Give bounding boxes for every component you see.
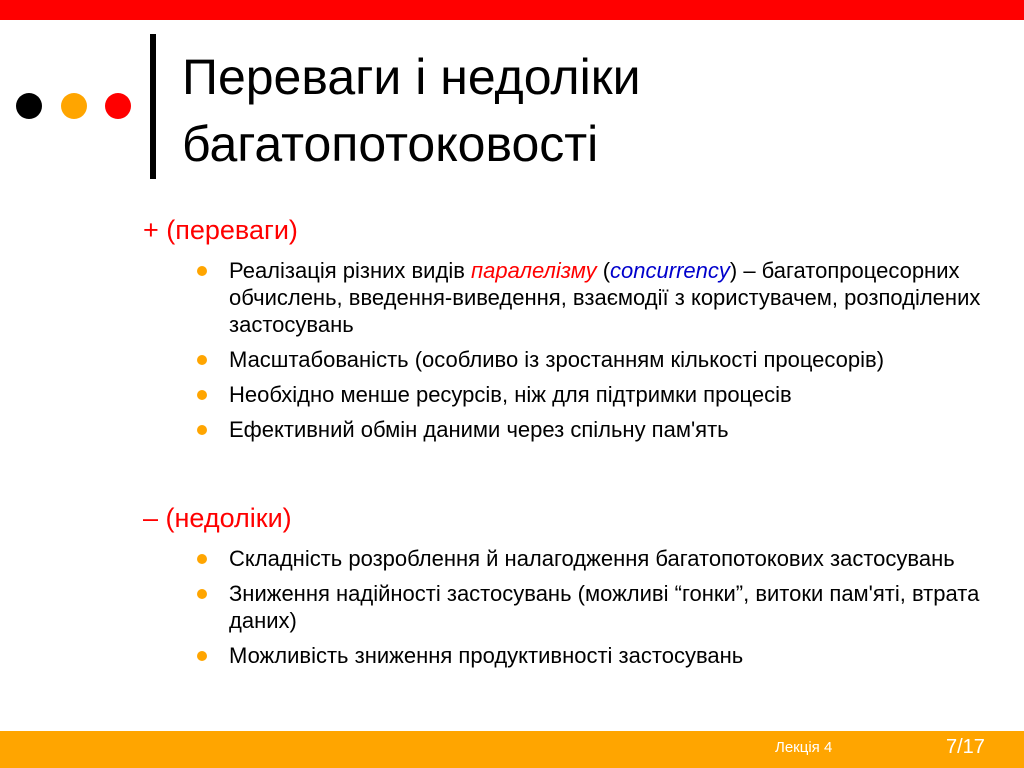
- bullet-dot-icon: [197, 355, 207, 365]
- slide-title-line-1: Переваги і недоліки: [182, 49, 641, 105]
- list-item: [195, 545, 985, 572]
- pros-list: [195, 257, 985, 451]
- list-item-text: Масштабованість (особливо із зростанням кількості процесорів): [229, 347, 885, 372]
- list-item-text: Зниження надійності застосувань (можливі “гонки”, витоки пам'яті, втрата даних): [229, 581, 980, 633]
- pros-heading: + (переваги): [143, 215, 298, 245]
- list-item-text: (: [596, 258, 611, 283]
- list-item-text: Необхідно менше ресурсів, ніж для підтримки процесів: [229, 382, 792, 407]
- bullet-dot-icon: [197, 554, 207, 564]
- page-number: 7/17: [946, 736, 985, 758]
- list-item: [195, 346, 985, 373]
- parallelism-term: паралелізму: [471, 258, 597, 283]
- red-dot-icon: [105, 93, 131, 119]
- cons-heading: – (недоліки): [143, 503, 292, 533]
- list-item: [195, 416, 985, 443]
- bullet-dot-icon: [197, 425, 207, 435]
- bullet-dot-icon: [197, 390, 207, 400]
- orange-dot-icon: [61, 93, 87, 119]
- bullet-dot-icon: [197, 266, 207, 276]
- list-item: [195, 381, 985, 408]
- concurrency-term: concurrency: [610, 258, 730, 283]
- list-item: [195, 257, 985, 338]
- cons-list: [195, 545, 985, 677]
- footer-lecture-label: Лекція 4: [775, 739, 833, 756]
- list-item: [195, 642, 985, 669]
- bullet-dot-icon: [197, 651, 207, 661]
- bottom-accent-bar: [0, 731, 1024, 768]
- slide-title-line-2: багатопотоковості: [182, 116, 599, 172]
- list-item: [195, 580, 985, 634]
- slide-title: [182, 44, 1002, 178]
- black-dot-icon: [16, 93, 42, 119]
- list-item-text: Можливість зниження продуктивності застосувань: [229, 643, 744, 668]
- title-divider: [150, 34, 156, 179]
- list-item-text: ) – багатопроцесорних обчислень, введення-виведення, взаємодії з користувачем, розподілених застосувань: [229, 258, 981, 337]
- list-item-text: Складність розроблення й налагодження багатопотокових застосувань: [229, 546, 955, 571]
- bullet-dot-icon: [197, 589, 207, 599]
- list-item-text: Реалізація різних видів: [229, 258, 471, 283]
- top-accent-bar: [0, 0, 1024, 20]
- list-item-text: Ефективний обмін даними через спільну пам'ять: [229, 417, 729, 442]
